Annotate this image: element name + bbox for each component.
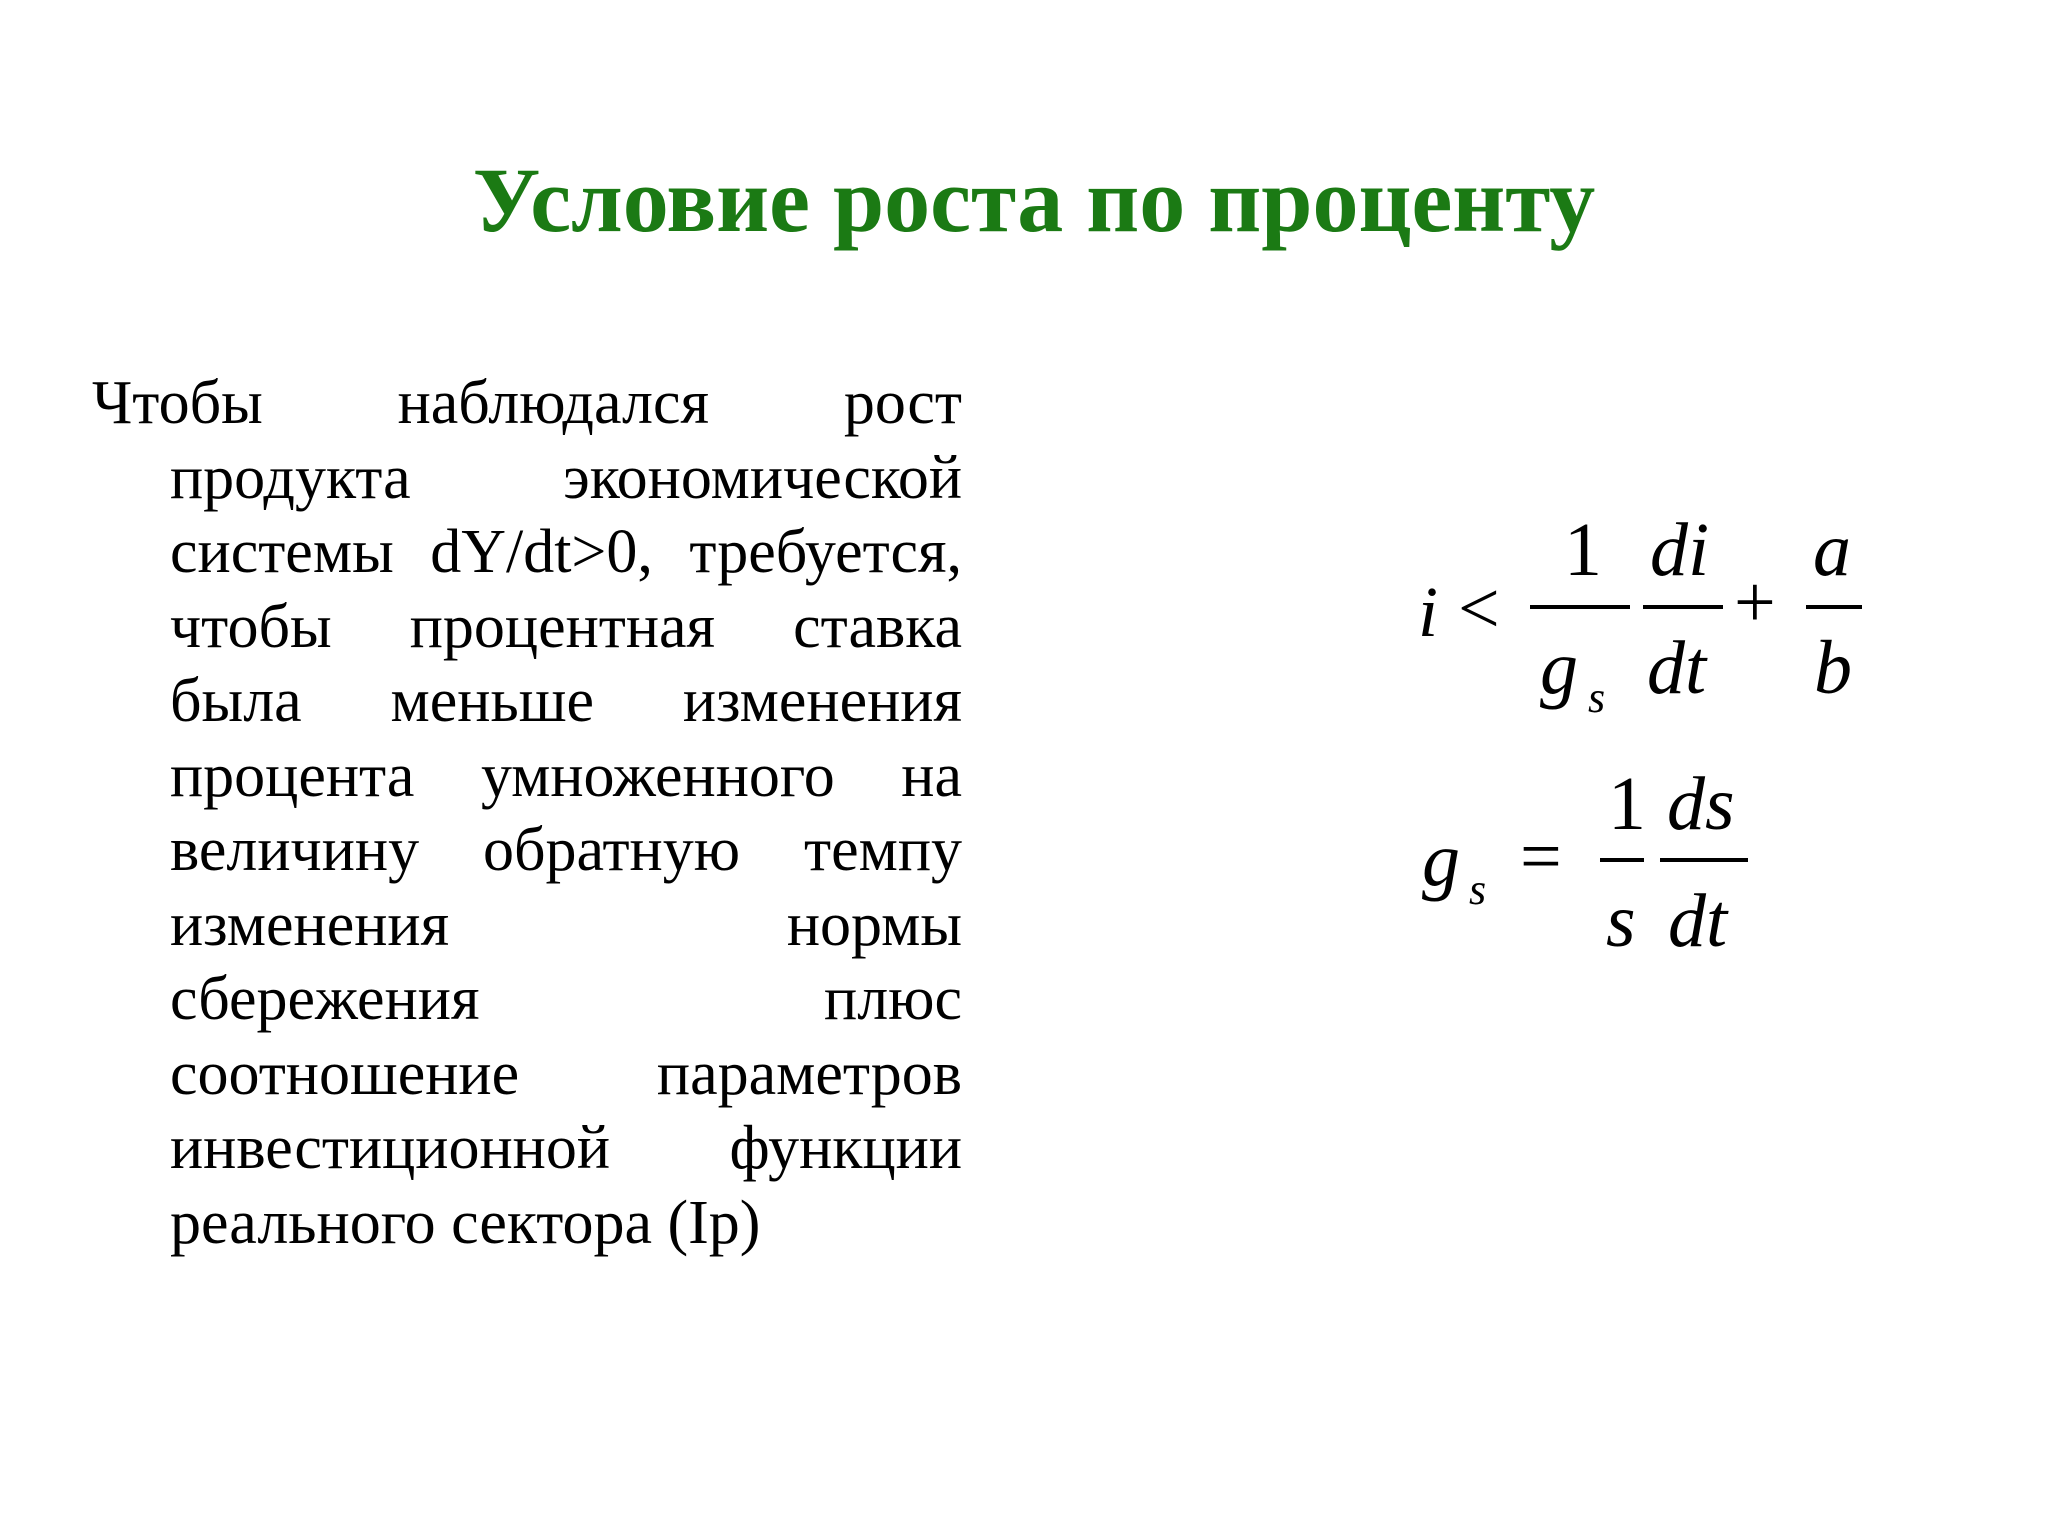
formula1-frac1-numerator: 1 (1564, 508, 1602, 592)
formula2-lhs-base: g (1422, 818, 1460, 902)
formula1-frac3-bar (1806, 605, 1862, 609)
formula2-frac1-numerator: 1 (1608, 762, 1646, 846)
formula2-frac2-denominator: dt (1668, 879, 1728, 963)
formula1-frac2-numerator: di (1650, 508, 1710, 592)
formula1-frac1-bar (1530, 605, 1630, 609)
formula1-less-than: < (1458, 568, 1500, 650)
formula1-lhs: i (1418, 572, 1439, 652)
formula1-frac1-denominator-base: g (1540, 626, 1578, 710)
formula2-lhs-subscript: s (1469, 865, 1487, 914)
formula1-plus: + (1734, 562, 1776, 644)
formula1-frac1-denominator-subscript: s (1588, 673, 1606, 722)
formula2-equals: = (1520, 816, 1562, 898)
formula2-frac1-bar (1600, 858, 1644, 862)
formula1-frac3-denominator: b (1814, 626, 1852, 710)
formula1-frac3-numerator: a (1813, 508, 1851, 592)
formula2-frac1-denominator: s (1606, 879, 1636, 963)
formula2-frac2-numerator: ds (1667, 762, 1735, 846)
slide-title: Условие роста по проценту (472, 149, 1596, 251)
formula1-frac2-bar (1643, 605, 1723, 609)
body-paragraph: Чтобы наблюдался рост продукта экономической системы dY/dt>0, требуется, чтобы процентная ставка была меньше изменения процента умноженного на величину обратную темпу изменения нормы сбережения плюс соотношение параметров инвестиционной функции реального сектора (Ip) (92, 369, 962, 1257)
formula1-frac2-denominator: dt (1647, 626, 1707, 710)
formula2-frac2-bar (1660, 858, 1748, 862)
